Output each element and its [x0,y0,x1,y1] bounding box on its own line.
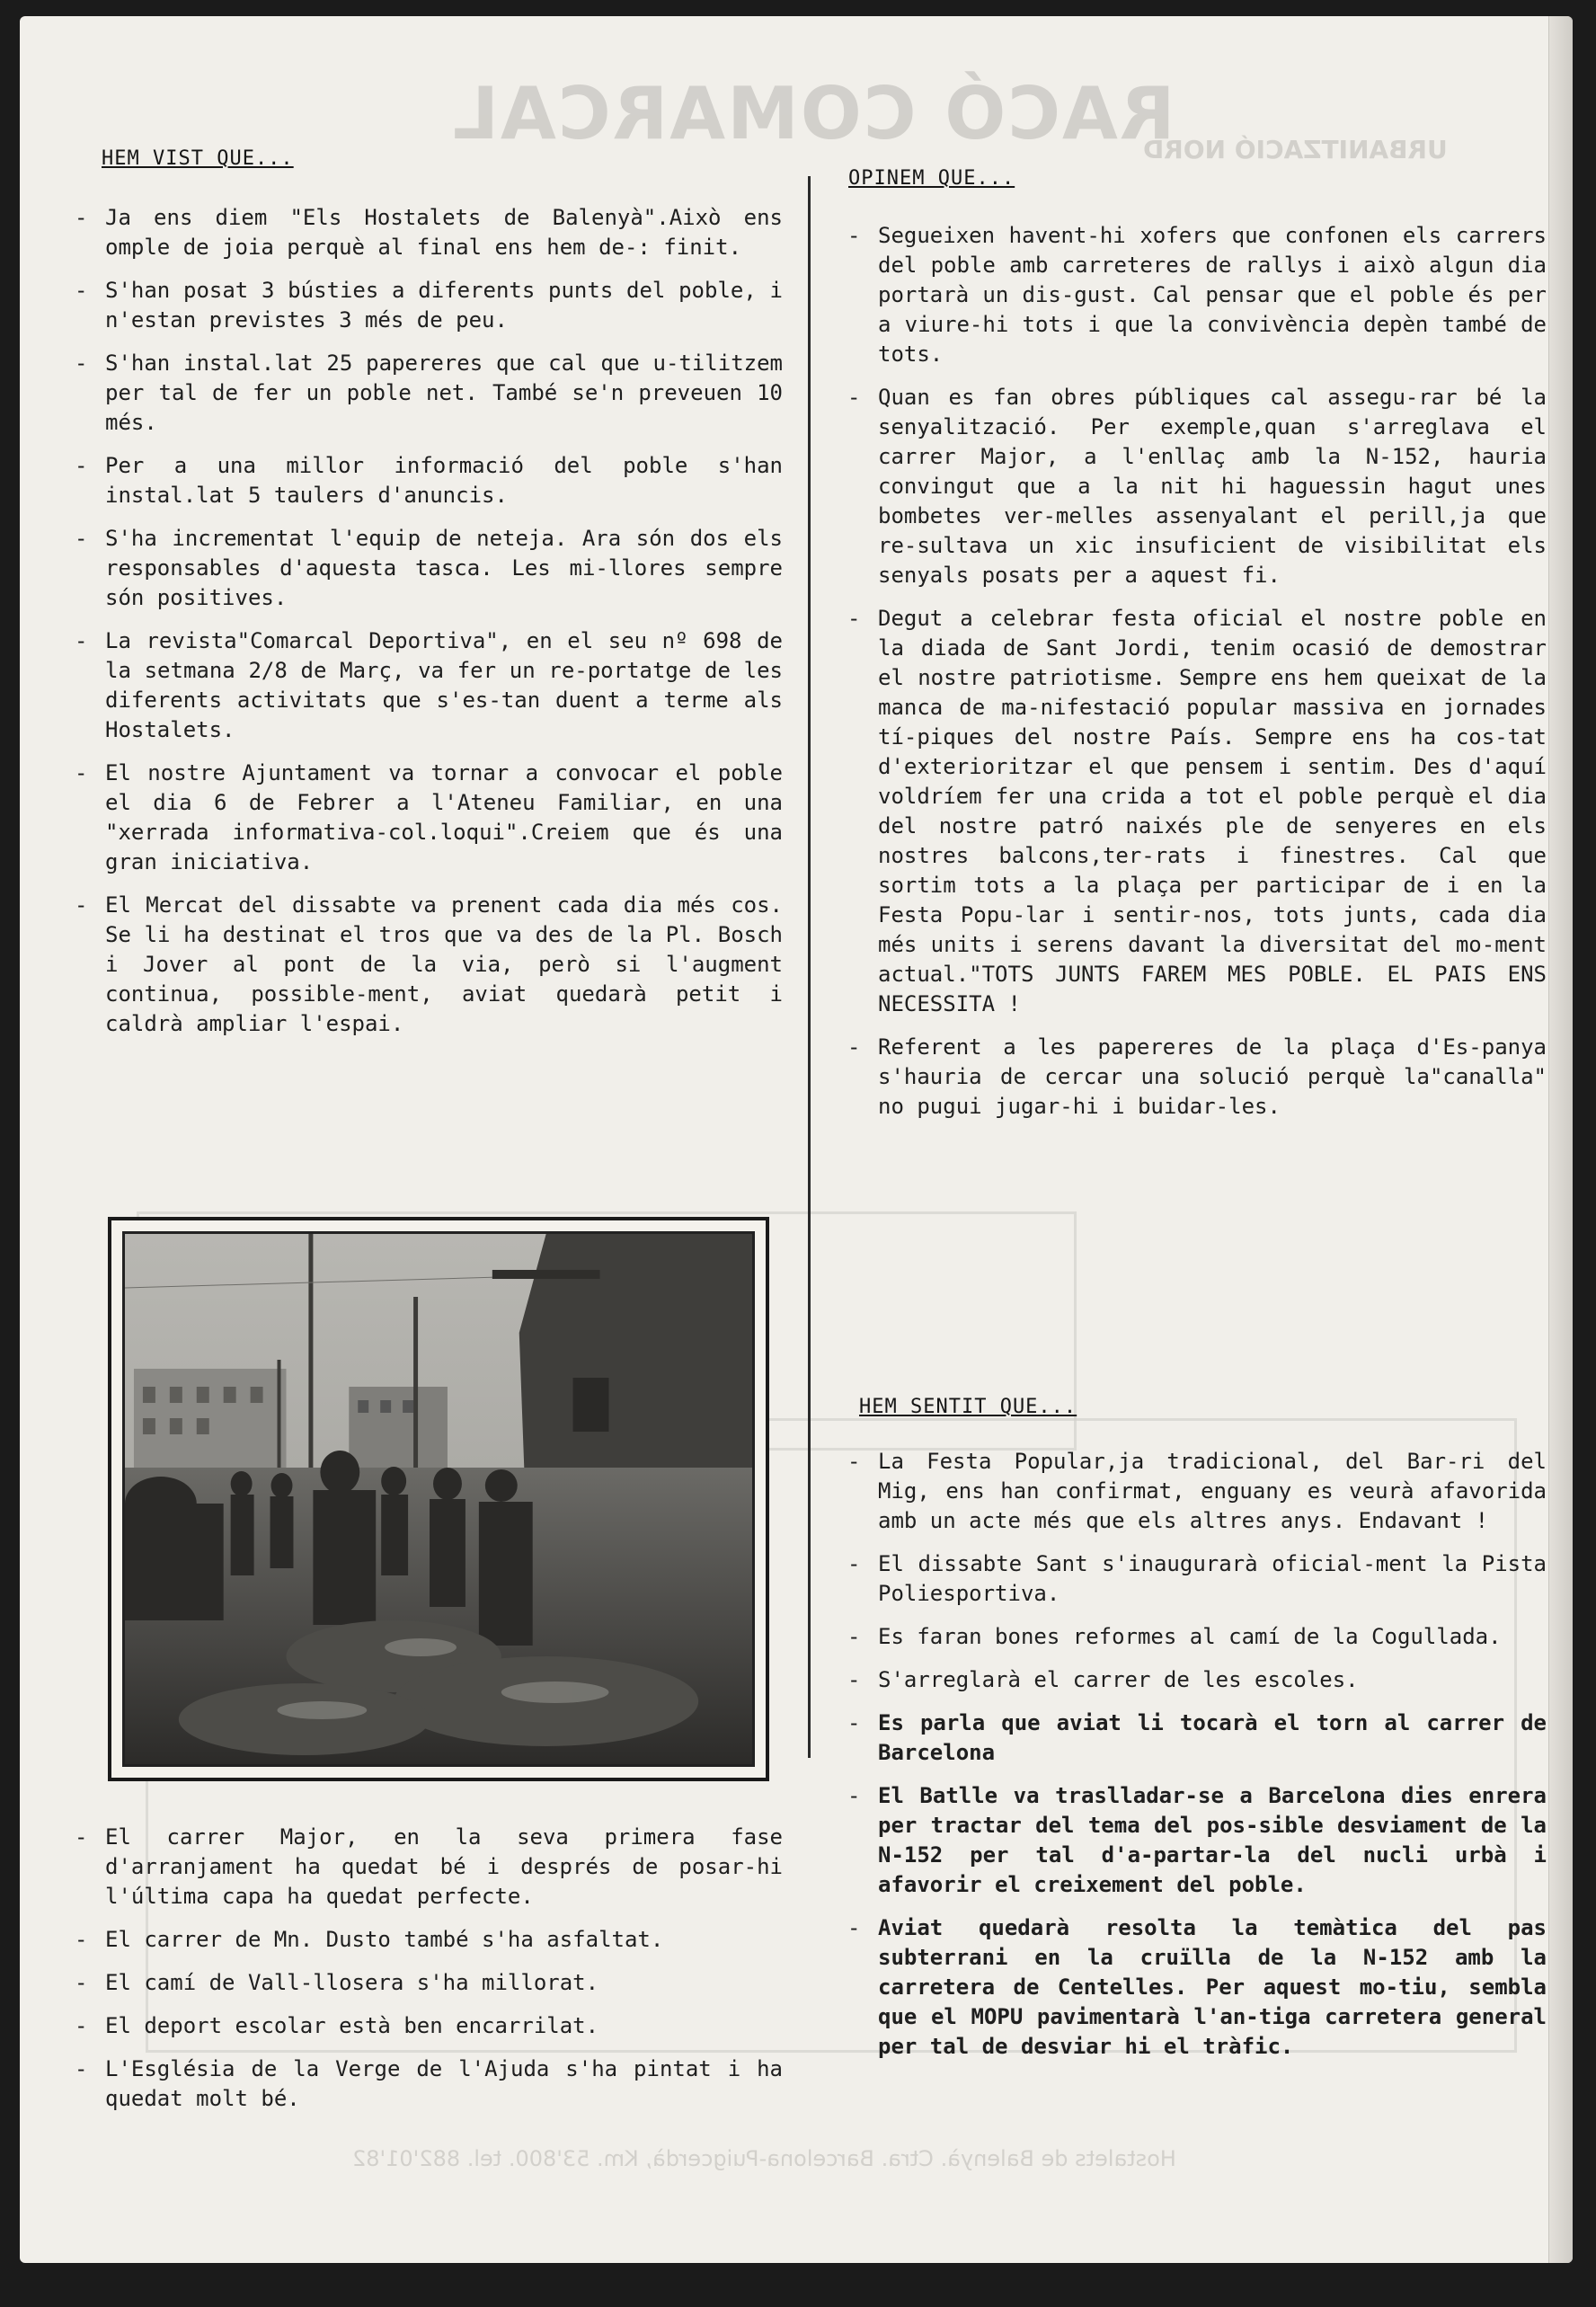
list-item-text: La revista"Comarcal Deportiva", en el seu nº 698 de la setmana 2/8 de Març, va fer un re-portatge de les diferents activitats que s'es-tan duent a terme als Hostalets. [105,628,783,742]
bullet-dash: - [847,385,861,410]
market-street-photo [122,1231,755,1767]
list-item-text: Ja ens diem "Els Hostalets de Balenyà".Això ens omple de joia perquè al final ens hem de-: finit. [105,205,783,260]
list-item-text: Quan es fan obres públiques cal assegu-rar bé la senyalització. Per exemple,quan s'arreglava el carrer Major, a l'enllaç amb la N-152, hauria convingut que a la nit hi haguessin hagut unes bombetes ver-melles assenyalant el perill,ja que re-sultava un xic insuficient de visibilitat els senyals posats per a aquest fi. [878,385,1547,588]
list-item-text: Segueixen havent-hi xofers que confonen els carrers del poble amb carreteres de rallys i això algun dia portarà un dis-gust. Cal pensar que el poble és per a viure-hi tots i que la convivència depèn també de tots. [878,223,1547,367]
list-item-text: Referent a les papereres de la plaça d'Es-panya s'hauria de cercar una solució perquè la"canalla" no pugui jugar-hi i buidar-les. [878,1034,1547,1119]
list-item [847,1549,1547,1609]
list-item-text: El Batlle va traslladar-se a Barcelona dies enrera per tractar del tema del pos-sible desviament de la N-152 per tal d'a-partar-la del nucli urbà i afavorir el creixement del poble. [878,1783,1547,1897]
list-item [847,383,1547,590]
section-title-hem-vist: HEM VIST QUE... [102,147,294,170]
list-item-text: Es parla que aviat li tocarà el torn al carrer de Barcelona [878,1710,1547,1765]
bullet-dash: - [847,606,861,631]
bullet-dash: - [75,2013,88,2038]
list-item-text: El carrer de Mn. Dusto també s'ha asfaltat. [105,1927,664,1952]
list-item-text: Degut a celebrar festa oficial el nostre poble en la diada de Sant Jordi, tenim ocasió de demostrar el nostre patriotisme. Sempre ens hem queixat de la manca de ma-nifestació popular massiva en jornades tí-piques del nostre País. Sempre ens ha cos-tat d'exterioritzar el que pensem i sentim. Des d'aquí voldríem fer una crida a tot el poble perquè el dia del nostre patró naixés ple de senyeres en els nostres balcons,ter-rats i finestres. Cal que sortim tots a la plaça per participar de i en la Festa Popu-lar i sentir-nos, tots junts, cada dia més units i serens davant la diversitat del mo-ment actual."TOTS JUNTS FAREM MES POBLE. EL PAIS ENS NECESSITA ! [878,606,1547,1016]
list-item-text: Per a una millor informació del poble s'han instal.lat 5 taulers d'anuncis. [105,453,783,508]
opinem-list [847,221,1547,1135]
list-item [847,1708,1547,1768]
list-item-text: S'han instal.lat 25 papereres que cal que u-tilitzem per tal de fer un poble net. També se'n preveuen 10 més. [105,350,783,435]
bullet-dash: - [847,1915,861,1940]
column-divider [808,176,811,1758]
list-item [75,203,783,262]
bullet-dash: - [75,760,88,785]
newsletter-page [20,16,1573,2263]
list-item [847,1447,1547,1536]
list-item-text: El nostre Ajuntament va tornar a convocar el poble el dia 6 de Febrer a l'Ateneu Familiar, en una "xerrada informativa-col.loqui".Creiem que és una gran iniciativa. [105,760,783,874]
list-item-text: La Festa Popular,ja tradicional, del Bar-ri del Mig, ens han confirmat, enguany es veurà afavorida amb un acte més que els altres anys. Endavant ! [878,1449,1547,1533]
list-item [75,759,783,877]
photo-frame [108,1217,769,1781]
bullet-dash: - [75,350,88,376]
list-item [847,1913,1547,2062]
bullet-dash: - [75,2056,88,2081]
bleed-through-title: RACÓ COMARCAL [451,72,1175,155]
list-item [75,891,783,1039]
bullet-dash: - [75,892,88,918]
bullet-dash: - [847,1034,861,1060]
bullet-dash: - [75,453,88,478]
list-item-text: El Mercat del dissabte va prenent cada dia més cos. Se li ha destinat el tros que va des de la Pl. Bosch i Jover al pont de la via, però si l'augment continua, possible-ment, aviat quedarà petit i caldrà ampliar l'espai. [105,892,783,1036]
bullet-dash: - [847,223,861,248]
hem-vist-list [75,203,783,1052]
market-photo-image [125,1234,752,1764]
bullet-dash: - [75,526,88,551]
list-item-text: El deport escolar està ben encarrilat. [105,2013,599,2038]
list-item [75,451,783,510]
list-item [847,1665,1547,1695]
list-item-text: S'ha incrementat l'equip de neteja. Ara són dos els responsables d'aquesta tasca. Les mi-llores sempre són positives. [105,526,783,610]
list-item-text: El camí de Vall-llosera s'ha millorat. [105,1970,599,1995]
bullet-dash: - [847,1449,861,1474]
list-item [75,2011,783,2041]
bullet-dash: - [847,1551,861,1576]
bullet-dash: - [75,1824,88,1850]
list-item [75,276,783,335]
list-item [75,1968,783,1998]
bullet-dash: - [75,205,88,230]
list-item [847,1033,1547,1122]
hem-vist-list-after-photo [75,1823,783,2127]
list-item [75,524,783,613]
list-item-text: El dissabte Sant s'inaugurarà oficial-ment la Pista Poliesportiva. [878,1551,1547,1606]
list-item [847,221,1547,369]
list-item [75,1925,783,1955]
section-title-opinem: OPINEM QUE... [848,167,1015,190]
list-item-text: Aviat quedarà resolta la temàtica del pas subterrani en la cruïlla de la N-152 amb la carretera de Centelles. Per aquest mo-tiu, sembla que el MOPU pavimentarà l'an-tiga carretera general per tal de desviar hi el tràfic. [878,1915,1547,2059]
bullet-dash: - [847,1624,861,1649]
list-item [75,2054,783,2114]
list-item-text: S'arreglarà el carrer de les escoles. [878,1667,1359,1692]
bullet-dash: - [847,1667,861,1692]
bullet-dash: - [847,1710,861,1735]
bleed-through-subtitle: URBANITZACIÓ NORD [1143,135,1448,164]
bullet-dash: - [847,1783,861,1808]
bullet-dash: - [75,628,88,653]
list-item [75,1823,783,1912]
bullet-dash: - [75,1927,88,1952]
page-edge [1548,16,1573,2263]
list-item [847,604,1547,1019]
list-item-text: L'Església de la Verge de l'Ajuda s'ha pintat i ha quedat molt bé. [105,2056,783,2111]
list-item-text: S'han posat 3 bústies a diferents punts del poble, i n'estan previstes 3 més de peu. [105,278,783,333]
list-item-text: El carrer Major, en la seva primera fase d'arranjament ha quedat bé i després de posar-hi l'última capa ha quedat perfecte. [105,1824,783,1909]
list-item [75,626,783,745]
bleed-through-address: Hostalets de Balenyà. Ctra. Barcelona-Puigcerdà, Km. 53'800. tel. 882'01'82 [352,2146,1176,2171]
list-item-text: Es faran bones reformes al camí de la Cogullada. [878,1624,1502,1649]
list-item [847,1622,1547,1652]
section-title-hem-sentit: HEM SENTIT QUE... [859,1396,1077,1418]
bullet-dash: - [75,1970,88,1995]
list-item [75,349,783,438]
list-item [847,1781,1547,1900]
bullet-dash: - [75,278,88,303]
hem-sentit-list [847,1447,1547,2075]
